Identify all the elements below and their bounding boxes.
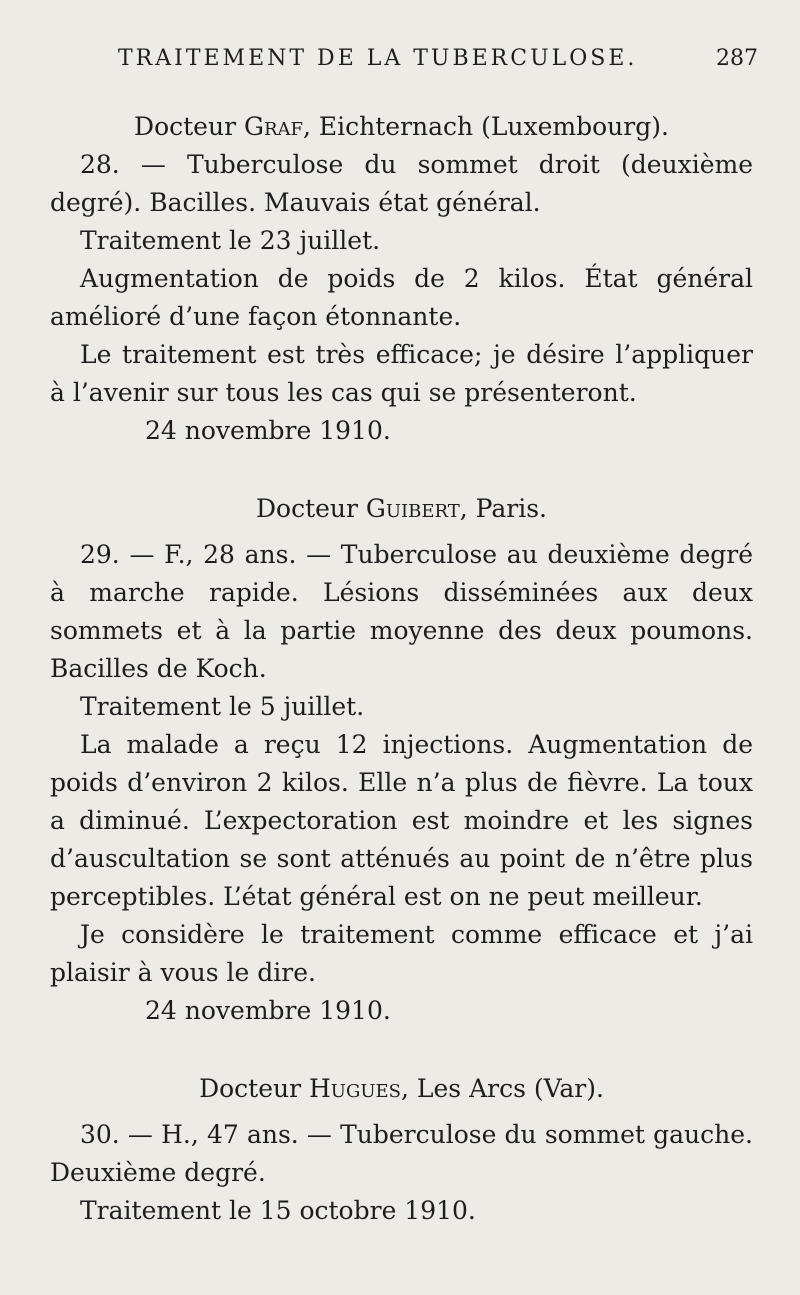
page-body (50, 108, 753, 1230)
case-paragraph: La malade a reçu 12 injections. Augmentation de poids d’environ 2 kilos. Elle n’a plus de fièvre. La toux a diminué. L’expectoration est moindre et les signes d’auscultation se sont atténués au point de n’être plus perceptibles. L’état général est on ne peut meilleur. (50, 730, 753, 911)
doctor-name: Graf (243, 112, 303, 141)
doctor-name: Hugues (309, 1074, 401, 1103)
case-date: 24 novembre 1910. (145, 416, 391, 445)
running-header (118, 46, 758, 71)
doctor-heading: Docteur Guibert, Paris. (255, 494, 548, 523)
case-paragraph: Traitement le 15 octobre 1910. (80, 1196, 476, 1225)
case-paragraph: 29. — F., 28 ans. — Tuberculose au deuxième degré à marche rapide. Lésions disséminées aux deux sommets et à la partie moyenne des deux poumons. Bacilles de Koch. (50, 540, 753, 683)
case-paragraph: Traitement le 23 juillet. (80, 226, 381, 255)
case-paragraph: Le traitement est très efficace; je désire l’appliquer à l’avenir sur tous les cas qui se présenteront. (50, 340, 753, 407)
doctor-heading: Docteur Graf, Eichternach (Luxembourg). (134, 112, 669, 141)
doctor-name: Guibert (365, 494, 460, 523)
case-paragraph: 28. — Tuberculose du sommet droit (deuxième degré). Bacilles. Mauvais état général. (50, 150, 753, 217)
case-paragraph: Je considère le traitement comme efficace et j’ai plaisir à vous le dire. (50, 920, 753, 987)
page-number: 287 (716, 46, 758, 71)
case-paragraph: Traitement le 5 juillet. (80, 692, 365, 721)
doctor-heading: Docteur Hugues, Les Arcs (Var). (199, 1074, 604, 1103)
case-paragraph: 30. — H., 47 ans. — Tuberculose du sommet gauche. Deuxième degré. (50, 1120, 753, 1187)
running-title: TRAITEMENT DE LA TUBERCULOSE. (118, 46, 638, 71)
case-paragraph: Augmentation de poids de 2 kilos. État général amélioré d’une façon étonnante. (50, 264, 753, 331)
case-date: 24 novembre 1910. (145, 996, 391, 1025)
